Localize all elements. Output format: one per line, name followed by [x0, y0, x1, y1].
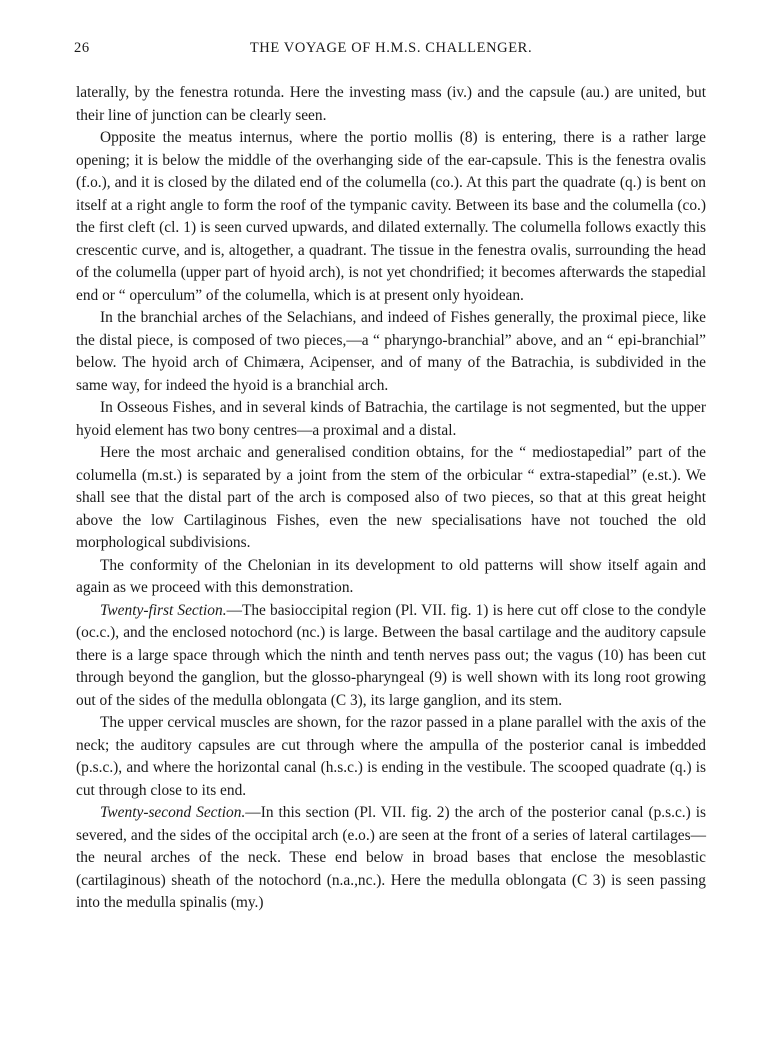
paragraph [76, 397, 706, 442]
paragraph [76, 802, 706, 915]
section-heading: Twenty-first Section. [100, 601, 227, 619]
paragraph [76, 127, 706, 307]
paragraph-text: In Osseous Fishes, and in several kinds of Batrachia, the cartilage is not segmented, but the upper hyoid element has two bony centres—a proximal and a distal. [76, 399, 706, 439]
paragraph [76, 307, 706, 397]
running-title: THE VOYAGE OF H.M.S. CHALLENGER. [249, 40, 533, 56]
paragraph-text: Here the most archaic and generalised condition obtains, for the “ mediostapedial” part of the columella (m.st.) is separated by a joint from the stem of the orbicular “ extra-stapedial” (e.st.). We shall see that the distal part of the arch is composed also of two pieces, so that at this great height above the low Cartilaginous Fishes, even the new specialisations have not touched the old morphological subdivisions. [76, 444, 706, 551]
paragraph [76, 712, 706, 802]
section-heading: Twenty-second Section. [100, 804, 246, 821]
paragraph-text: In the branchial arches of the Selachians, and indeed of Fishes generally, the proximal piece, like the distal piece, is composed of two pieces,—a “ pharyngo-branchial” above, and an “ epi-branchial” below. The hyoid arch of Chimæra, Acipenser, and of many of the Batrachia, is subdivided in the same way, for indeed the hyoid is a branchial arch. [76, 309, 706, 394]
paragraph [76, 600, 706, 713]
page-number: 26 [74, 40, 90, 56]
paragraph-text: Opposite the meatus internus, where the portio mollis (8) is entering, there is a rather large opening; it is below the middle of the overhanging side of the ear-capsule. This is the fenestra ovalis (f.o.), and it is closed by the dilated end of the columella (co.). At this part the quadrate (q.) is bent on itself at a right angle to form the roof of the tympanic cavity. Between its base and the columella (co.) the first cleft (cl. 1) is seen curved upwards, and dilated externally. The columella follows exactly this crescentic curve, and is, altogether, a quadrant. The tissue in the fenestra ovalis, surrounding the head of the columella (upper part of hyoid arch), is not yet chondrified; it becomes afterwards the stapedial end or “ operculum” of the columella, which is at present only hyoidean. [76, 129, 706, 304]
paragraph [76, 442, 706, 555]
paragraph [76, 82, 706, 127]
paragraph-text: —The basioccipital region (Pl. VII. fig. 1) is here cut off close to the condyle (oc.c.), and the enclosed notochord (nc.) is large. Between the basal cartilage and the auditory capsule there is a large space through which the ninth and tenth nerves pass out; the vagus (10) has been cut through beyond the ganglion, but the glosso-pharyngeal (9) is well shown with its long root growing out of the sides of the medulla oblongata (C 3), its large ganglion, and its stem. [76, 601, 706, 709]
paragraph-text: The upper cervical muscles are shown, for the razor passed in a plane parallel with the axis of the neck; the auditory capsules are cut through where the ampulla of the posterior canal is imbedded (p.s.c.), and where the horizontal canal (h.s.c.) is ending in the vestibule. The scooped quadrate (q.) is cut through close to its end. [76, 714, 706, 799]
paragraph-text: laterally, by the fenestra rotunda. Here the investing mass (iv.) and the capsule (au.) are united, but their line of junction can be clearly seen. [76, 84, 706, 124]
body-text [76, 82, 706, 915]
paragraph-text: —In this section (Pl. VII. fig. 2) the arch of the posterior canal (p.s.c.) is severed, and the sides of the occipital arch (e.o.) are seen at the front of a series of lateral cartilages—the neural arches of the neck. These end below in broad bases that enclose the mesoblastic (cartilaginous) sheath of the notochord (n.a.,nc.). Here the medulla oblongata (C 3) is seen passing into the medulla spinalis (my.) [76, 804, 706, 911]
paragraph [76, 555, 706, 600]
paragraph-text: The conformity of the Chelonian in its development to old patterns will show itself again and again as we proceed with this demonstration. [76, 556, 706, 596]
page-header [76, 40, 706, 66]
document-page [76, 40, 706, 915]
